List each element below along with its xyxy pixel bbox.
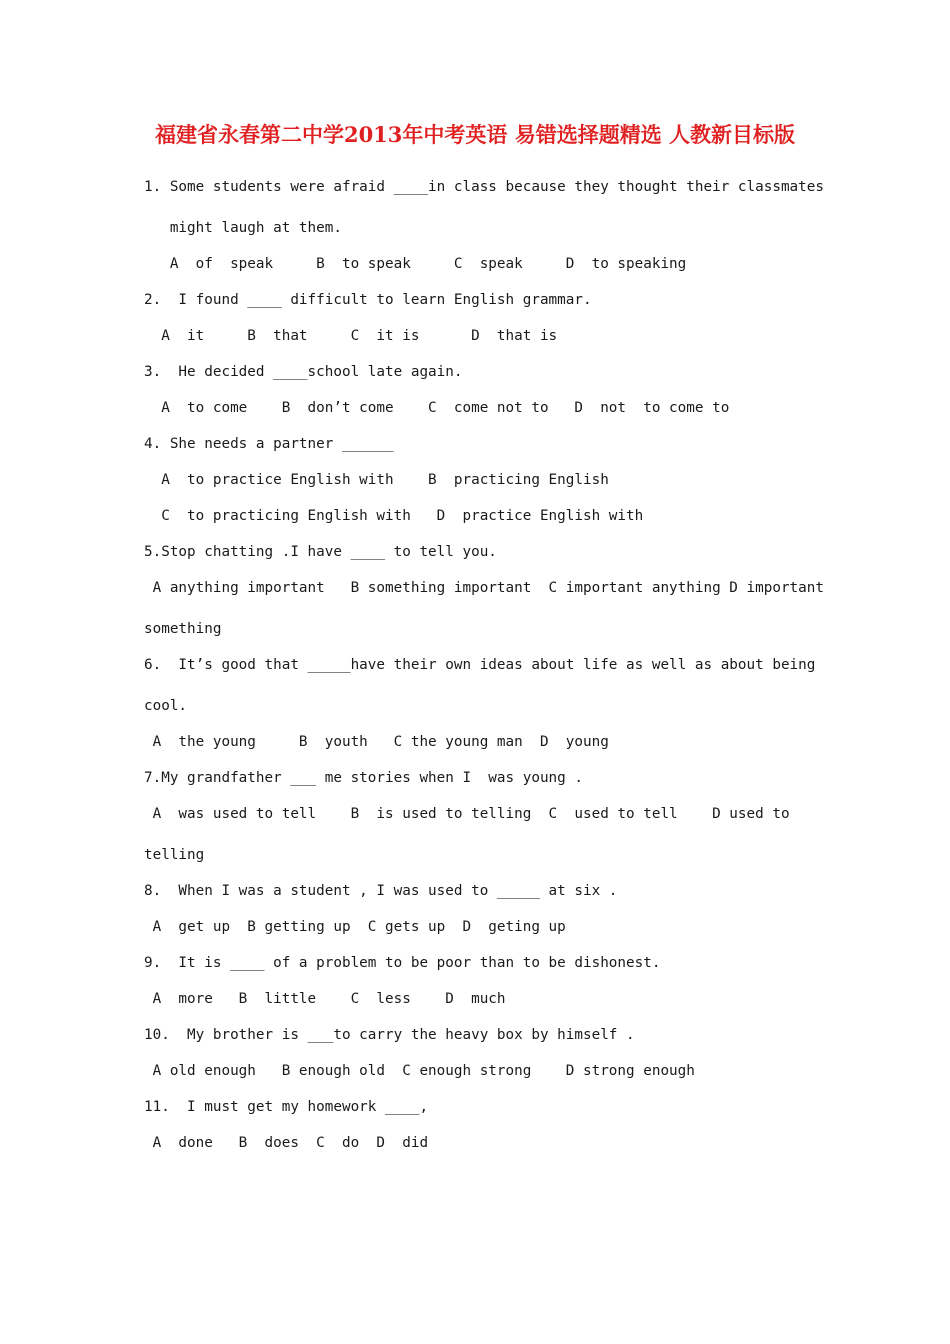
question-5-options-continued: something	[144, 621, 222, 637]
question-9-stem: 9. It is ____ of a problem to be poor than to be dishonest.	[144, 955, 661, 971]
question-7-options: A was used to tell B is used to telling C used to tell D used to	[144, 806, 790, 822]
question-10-stem: 10. My brother is ___to carry the heavy box by himself .	[144, 1027, 635, 1043]
question-4-options-ab: A to practice English with B practicing English	[144, 472, 609, 488]
question-3-stem: 3. He decided ____school late again.	[144, 364, 463, 380]
question-3-options: A to come B don’t come C come not to D not to come to	[144, 400, 730, 416]
question-6-stem: 6. It’s good that _____have their own ideas about life as well as about being	[144, 657, 816, 673]
question-4-stem: 4. She needs a partner ______	[144, 436, 394, 452]
question-2-stem: 2. I found ____ difficult to learn English grammar.	[144, 292, 592, 308]
question-11-options: A done B does C do D did	[144, 1135, 429, 1151]
question-6-stem-continued: cool.	[144, 698, 188, 714]
question-2-options: A it B that C it is D that is	[144, 328, 558, 344]
question-6-options: A the young B youth C the young man D young	[144, 734, 609, 750]
question-8-stem: 8. When I was a student , I was used to _____ at six .	[144, 883, 618, 899]
question-7-stem: 7.My grandfather ___ me stories when I was young .	[144, 770, 583, 786]
question-5-options: A anything important B something important C important anything D important	[144, 580, 824, 596]
question-1-stem: 1. Some students were afraid ____in class because they thought their classmates	[144, 179, 824, 195]
question-7-options-continued: telling	[144, 847, 205, 863]
question-9-options: A more B little C less D much	[144, 991, 506, 1007]
question-11-stem: 11. I must get my homework ____,	[144, 1099, 429, 1115]
question-10-options: A old enough B enough old C enough strong D strong enough	[144, 1063, 695, 1079]
question-1-options: A of speak B to speak C speak D to speaking	[144, 256, 687, 272]
question-1-stem-continued: might laugh at them.	[144, 220, 342, 236]
question-5-stem: 5.Stop chatting .I have ____ to tell you.	[144, 544, 497, 560]
question-8-options: A get up B getting up C gets up D geting up	[144, 919, 566, 935]
page-title: 福建省永春第二中学2013年中考英语 易错选择题精选 人教新目标版	[154, 122, 796, 147]
question-4-options-cd: C to practicing English with D practice English with	[144, 508, 644, 524]
